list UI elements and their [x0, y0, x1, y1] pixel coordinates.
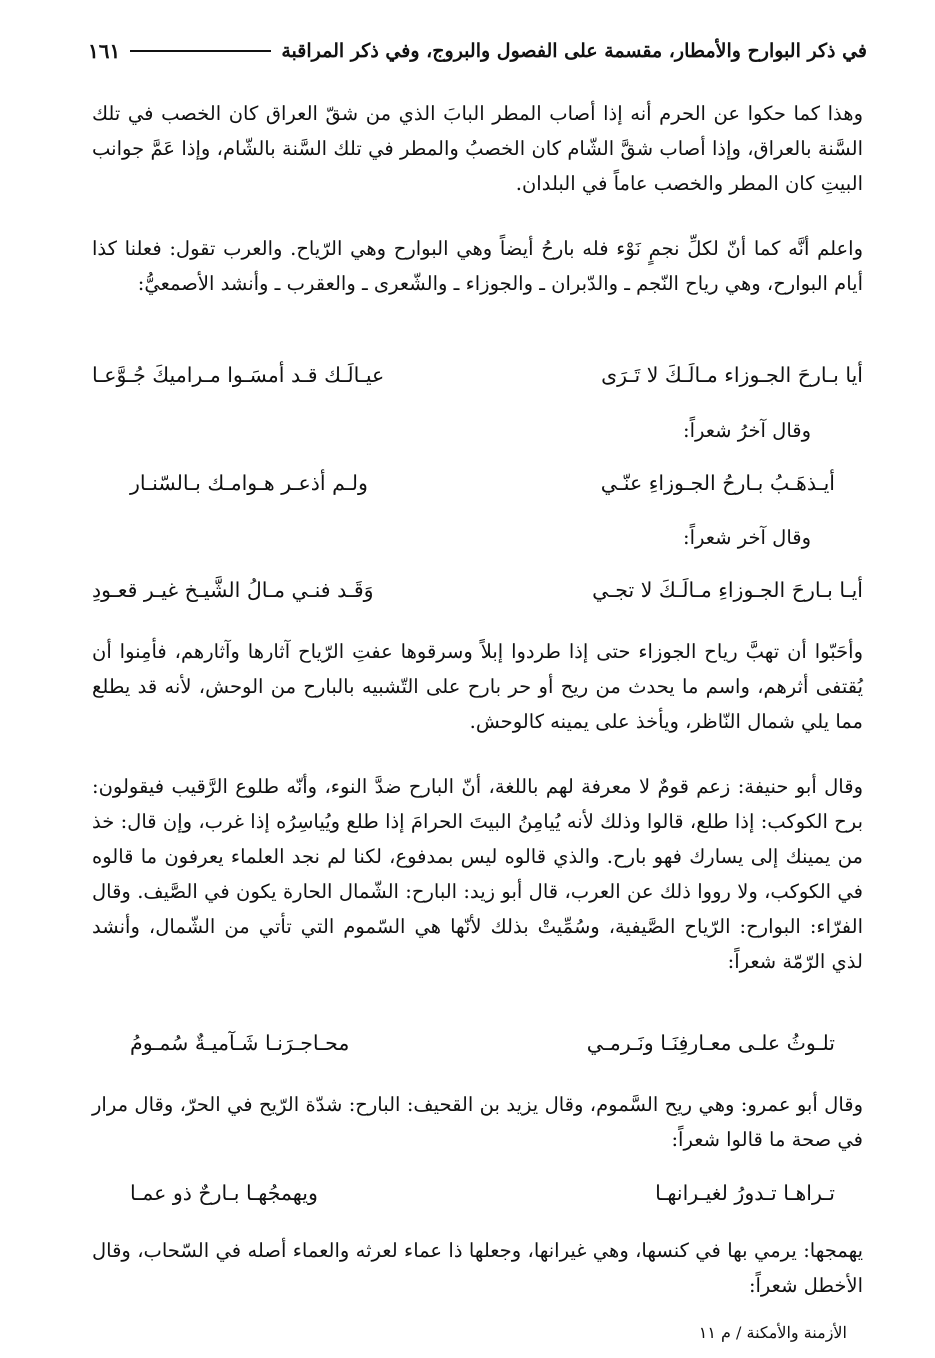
header-rule: [130, 50, 271, 52]
verse-1: [92, 358, 863, 392]
paragraph-6: يهمجها: يرمي بها في كنسها، وهي غيرانها، وجعلها ذا عماء لعرثه والعماء أصله في السّحاب، وقال الأخطل شعراً:: [92, 1239, 863, 1297]
verse-2-second-hemistich: ولـم أذعـر هـوامـك بـالسّنـار: [130, 471, 368, 495]
paragraph-4: وقال أبو حنيفة: زعم قومٌ لا معرفة لهم باللغة، أنّ البارح ضدَّ النوء، وأنّه طلوع الرَّقيب فيقولون: برح الكوكب: إذا طلع، قالوا وذلك لأنه يُيامِنُ البيتَ الحرامَ إذا طلع ويُياسِرُه إذا غرب، وإن قال: خذ من يمينك إلى يسارك فهو بارح. والذي قالوه ليس بمدفوع، لكنا لم نجد العلماء يعرفون ما قالوه في الكوكب، ولا رووا ذلك عن العرب، قال أبو زيد: البارح: الشّمال الحارة يكون في الصَّيف. وقال الفرّاء: البوارح: الرّياح الصَّيفية، وسُمِّيتْ بذلك لأنّها هي السّموم التي تأتي من الشّمال، وأنشد لذي الرّمّة شعراً:: [92, 775, 863, 973]
verse-2: [130, 466, 835, 500]
paragraph-1: وهذا كما حكوا عن الحرم أنه إذا أصاب المطر البابَ الذي من شقّ العراق كان الخصب في تلك السَّنة بالعراق، وإذا أصاب شقَّ الشّام كان الخصبُ والمطر في تلك السَّنة بالشّام، وإذا عَمَّ جوانب البيتِ كان المطر والخصب عاماً في البلدان.: [92, 102, 863, 195]
verse-3-second-hemistich: وَقَـد فنـي مـالُ الشَّيـخ غيـر قعـودِ: [92, 578, 374, 602]
verse-5-first-hemistich: تـراهـا تـدورُ لغيـرانهـا: [655, 1181, 835, 1205]
paragraph-2: واعلم أنَّه كما أنّ لكلِّ نجمٍ نَوْء فله بارحُ أيضاً وهي البوارح وهي الرّياح. والعرب تقول: فعلنا كذا أيام البوارح، وهي رياح النّجم ـ والدّبران ـ والجوزاء ـ والشّعرى ـ والعقرب ـ وأنشد الأصمعيُّ:: [92, 237, 863, 295]
verse-4: [130, 1026, 835, 1060]
verse-intro-1: وقال آخرُ شعراً:: [683, 419, 811, 442]
paragraph-3: وأحَبّوا أن تهبَّ رياح الجوزاء حتى إذا طردوا إبلاً وسرقوها عفتِ الرّياح آثارها وآثارهم، فأمِنوا أن يُقتفى أثرهم، واسم ما يحدث من ريح أو حر بارح على التّشبيه بالبارح من الوحش، لأنه قد يطلع مما يلي شمال النّاظر، ويأخذ على يمينه كالوحش.: [92, 640, 863, 733]
verse-1-second-hemistich: عيـالَـك قـد أمسَـوا مـراميكَ جُـوَّعـا: [92, 363, 385, 387]
page-number: ١٦١: [88, 39, 121, 63]
verse-4-first-hemistich: تلـوثُ علـى معـارفِنَـا ونَـرمـي: [586, 1031, 835, 1055]
verse-2-first-hemistich: أيـذهَـبُ بـارحُ الجـوزاءِ عنّـي: [600, 471, 835, 495]
verse-4-second-hemistich: محـاجـرَنـا شَـآميـةٌ سُمـومُ: [130, 1031, 350, 1055]
running-header: [88, 34, 867, 68]
paragraph-5: وقال أبو عمرو: وهي ريح السَّموم، وقال يزيد بن القحيف: البارح: شدّة الرّيح في الحرّ، وقال مرار في صحة ما قالوا شعراً:: [92, 1093, 863, 1151]
verse-intro-2: وقال آخر شعراً:: [683, 526, 811, 549]
verse-3-first-hemistich: أيـا بـارحَ الجـوزاءِ مـالَـكَ لا تجـي: [592, 578, 863, 602]
verse-3: [92, 573, 863, 607]
verse-1-first-hemistich: أيا بـارحَ الجـوزاء مـالَـكَ لا تَـرَى: [601, 363, 863, 387]
verse-5: [130, 1176, 835, 1210]
header-title: في ذكر البوارح والأمطار، مقسمة على الفصول والبروج، وفي ذكر المراقبة: [281, 40, 867, 62]
footer-signature: الأزمنة والأمكنة / م ١١: [698, 1323, 847, 1342]
verse-5-second-hemistich: ويهمجُهـا بـارحٌ ذو عمـا: [130, 1181, 318, 1205]
